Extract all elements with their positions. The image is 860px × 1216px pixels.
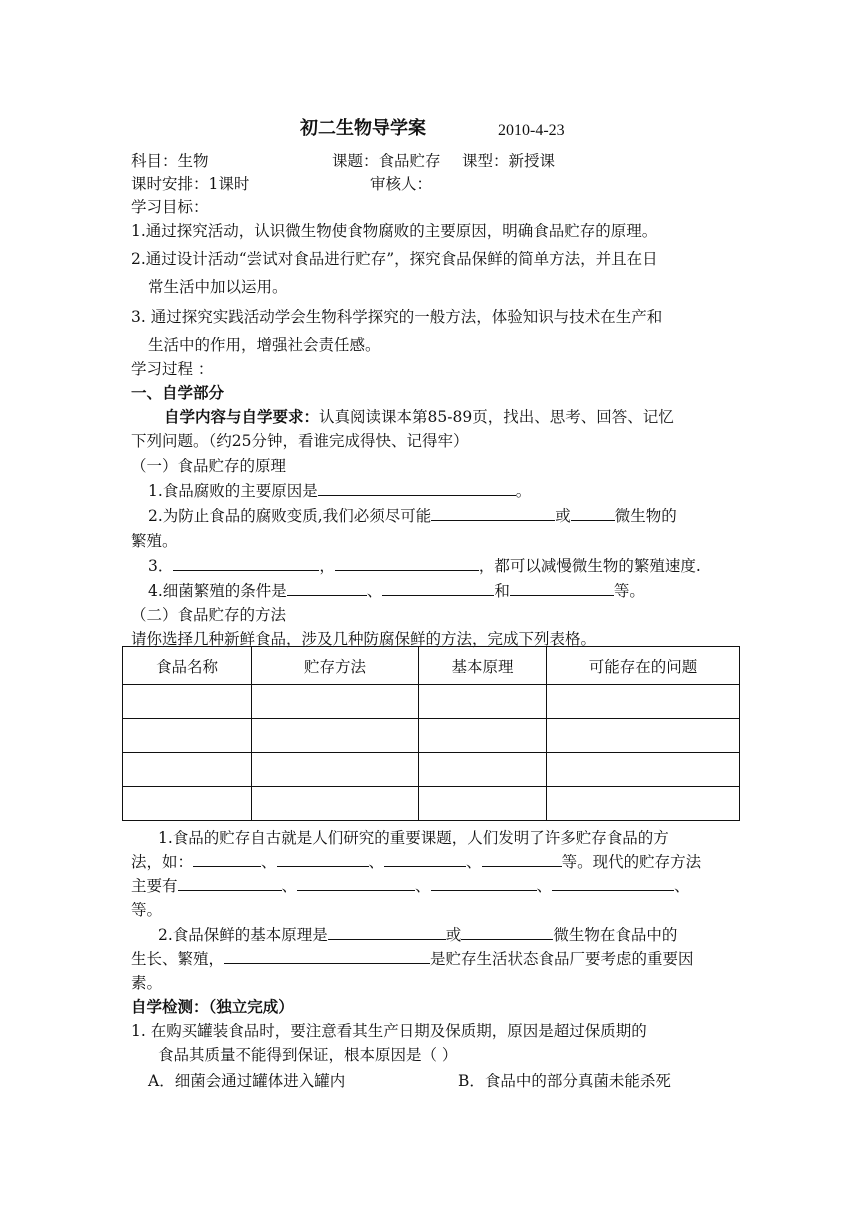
blank[interactable] [384, 852, 466, 867]
blank[interactable] [510, 581, 614, 596]
table-row [123, 685, 740, 719]
blank[interactable] [277, 852, 369, 867]
table-instruction: 请你选择几种新鲜食品，涉及几种防腐保鲜的方法，完成下列表格。 [131, 630, 597, 648]
table-cell[interactable] [252, 787, 419, 821]
question-4-end: 等。 [613, 582, 645, 600]
blank[interactable] [382, 581, 494, 596]
paragraph-1: 1.食品的贮存自古就是人们研究的重要课题，人们发明了许多贮存食品的方 [158, 829, 669, 847]
paragraph-1-line3 [131, 875, 690, 897]
question-2-or: 或 [555, 507, 571, 525]
question-2-text: 2.为防止食品的腐败变质,我们必须尽可能 [148, 507, 432, 525]
question-3-text: 3． [148, 557, 174, 575]
blank[interactable] [173, 556, 319, 571]
blank[interactable] [431, 506, 555, 521]
option-a[interactable]: A．细菌会通过罐体进入罐内 [148, 1072, 346, 1090]
paragraph-1-text: 法，如： [131, 853, 194, 871]
blank[interactable] [461, 925, 553, 940]
question-3-sep: ， [319, 557, 335, 575]
objective-3-cont: 生活中的作用，增强社会责任感。 [148, 336, 381, 354]
table-cell[interactable] [419, 719, 547, 753]
paragraph-2-text: 生长、繁殖， [131, 950, 225, 968]
question-2 [148, 505, 677, 527]
paragraph-1-end: 等。现代的贮存方法 [561, 853, 702, 871]
blank[interactable] [297, 876, 415, 891]
date: 2010-4-23 [498, 122, 565, 139]
question-4-sep: 、 [366, 582, 383, 600]
question-2-end: 微生物的 [614, 507, 677, 525]
reviewer: 审核人： [370, 175, 433, 193]
separator: 、 [466, 853, 482, 871]
paragraph-2-or: 或 [445, 926, 462, 944]
topic: 课题：食品贮存 [332, 152, 441, 170]
part1-heading: 一、自学部分 [131, 383, 225, 402]
schedule: 课时安排：1课时 [131, 175, 250, 193]
self-study-requirement [164, 406, 674, 428]
blank[interactable] [482, 852, 562, 867]
table-cell[interactable] [123, 753, 252, 787]
check-question-1-cont: 食品其质量不能得到保证，根本原因是（ ） [158, 1046, 458, 1064]
question-4-text: 4.细菌繁殖的条件是 [148, 582, 287, 600]
blank[interactable] [178, 876, 282, 891]
table-header: 基本原理 [419, 647, 547, 685]
storage-table [122, 646, 740, 821]
option-b[interactable]: B．食品中的部分真菌未能杀死 [458, 1072, 671, 1090]
blank[interactable] [224, 949, 430, 964]
table-cell[interactable] [419, 685, 547, 719]
objective-2: 2.通过设计活动“尝试对食品进行贮存”，探究食品保鲜的简单方法，并且在日 [131, 250, 658, 268]
objectives-heading: 学习目标： [131, 198, 209, 216]
paragraph-1-text: 主要有 [131, 877, 178, 895]
table-header: 可能存在的问题 [547, 647, 740, 685]
table-cell[interactable] [547, 719, 740, 753]
section2-heading: （二）食品贮存的方法 [131, 606, 287, 624]
section1-heading: （一）食品贮存的原理 [131, 457, 287, 475]
separator: 、 [536, 877, 553, 895]
table-cell[interactable] [123, 685, 252, 719]
separator: 、 [674, 877, 690, 895]
objective-1: 1.通过探究活动，认识微生物使食物腐败的主要原因，明确食品贮存的原理。 [131, 222, 658, 240]
separator: 、 [261, 853, 277, 871]
blank[interactable] [431, 876, 537, 891]
paragraph-2-end: 微生物在食品中的 [553, 926, 678, 944]
question-2-cont: 繁殖。 [131, 532, 178, 550]
blank[interactable] [571, 506, 615, 521]
paragraph-1-end-line: 等。 [131, 901, 163, 919]
table-header-row [123, 647, 740, 685]
table-cell[interactable] [252, 753, 419, 787]
table-header: 食品名称 [123, 647, 252, 685]
blank[interactable] [287, 581, 367, 596]
table-cell[interactable] [547, 685, 740, 719]
table-row [123, 787, 740, 821]
table-cell[interactable] [123, 719, 252, 753]
objective-3: 3. 通过探究实践活动学会生物科学探究的一般方法，体验知识与技术在生产和 [131, 308, 663, 326]
table-cell[interactable] [419, 787, 547, 821]
table-cell[interactable] [252, 685, 419, 719]
blank[interactable] [552, 876, 674, 891]
paragraph-2 [158, 924, 677, 946]
check-question-1: 1. 在购买罐装食品时，要注意看其生产日期及保质期，原因是超过保质期的 [131, 1022, 647, 1040]
paragraph-2-line3: 素。 [131, 974, 163, 992]
separator: 、 [368, 853, 385, 871]
question-3-end: ，都可以减慢微生物的繁殖速度. [478, 557, 701, 575]
question-1-text: 1.食品腐败的主要原因是 [148, 482, 318, 500]
question-4 [148, 580, 645, 602]
table-cell[interactable] [252, 719, 419, 753]
table-row [123, 719, 740, 753]
blank[interactable] [193, 852, 261, 867]
subject: 科目：生物 [131, 152, 209, 170]
paragraph-2-line2 [131, 948, 694, 970]
table-row [123, 753, 740, 787]
blank[interactable] [328, 925, 446, 940]
paragraph-1-line2 [131, 851, 701, 873]
question-1 [148, 480, 531, 502]
objective-2-cont: 常生活中加以运用。 [148, 278, 288, 296]
table-cell[interactable] [123, 787, 252, 821]
blank[interactable] [318, 481, 516, 496]
process-heading: 学习过程 ： [131, 360, 214, 378]
lesson-type: 课型：新授课 [462, 152, 556, 170]
requirement-label: 自学内容与自学要求： [164, 407, 320, 426]
question-1-end: 。 [515, 482, 532, 500]
separator: 、 [281, 877, 298, 895]
page-title: 初二生物导学案 [300, 118, 426, 139]
question-3 [148, 555, 701, 577]
requirement-text: 认真阅读课本第85-89页，找出、思考、回答、记忆 [319, 408, 674, 426]
table-header: 贮存方法 [252, 647, 419, 685]
table-cell[interactable] [547, 787, 740, 821]
table-cell[interactable] [419, 753, 547, 787]
paragraph-2-end: 是贮存生活状态食品厂要考虑的重要因 [430, 950, 694, 968]
blank[interactable] [335, 556, 479, 571]
table-cell[interactable] [547, 753, 740, 787]
paragraph-2-text: 2.食品保鲜的基本原理是 [158, 926, 328, 944]
self-check-heading: 自学检测：（独立完成） [131, 997, 294, 1016]
question-4-and: 和 [494, 582, 510, 600]
separator: 、 [415, 877, 431, 895]
requirement-text-cont: 下列问题。（约25分钟，看谁完成得快、记得牢） [131, 432, 469, 450]
